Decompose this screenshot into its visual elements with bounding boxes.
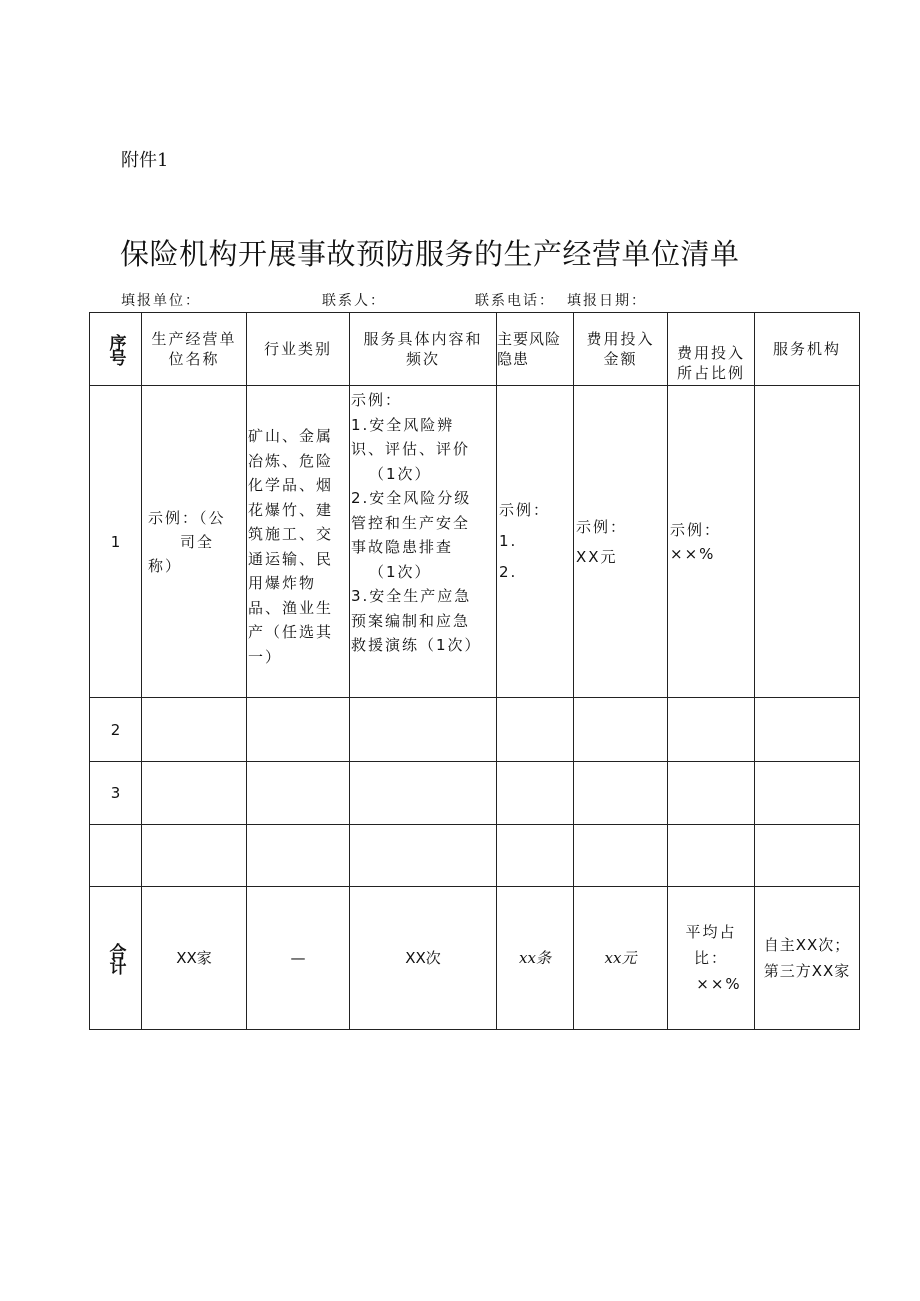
total-ratio: 平均占 比： ××% (668, 887, 755, 1030)
row3-seq: 3 (90, 762, 142, 825)
row1-risk: 示例： 1. 2. (497, 386, 574, 698)
row1-unit: 示例：（公 司全 称） (142, 386, 247, 698)
table-row (90, 386, 860, 698)
fill-unit-label: 填报单位： (121, 293, 201, 309)
table-row (90, 698, 860, 762)
total-cost: xx元 (574, 887, 668, 1030)
header-unit-name: 生产经营单 位名称 (142, 313, 247, 386)
fill-phone-label: 联系电话： (475, 293, 555, 309)
header-risk: 主要风险 隐患 (497, 313, 574, 386)
row1-service: 示例： 1.安全风险辨 识、评估、评价 （1次） 2.安全风险分级 管控和生产安全 事故隐患排查 （1次） 3.安全生产应急 预案编制和应急 救援演练（1次） (350, 386, 497, 698)
total-row (90, 887, 860, 1030)
row1-seq: 1 (90, 386, 142, 698)
header-service: 服务具体内容和 频次 (350, 313, 497, 386)
total-risk: xx条 (497, 887, 574, 1030)
table-row (90, 762, 860, 825)
total-agency: 自主XX次； 第三方XX家 (755, 887, 860, 1030)
fill-date-label: 填报日期： (567, 293, 647, 309)
header-industry: 行业类别 (247, 313, 350, 386)
table-header-row (90, 313, 860, 386)
row1-cost: 示例： XX元 (574, 386, 668, 698)
fill-contact-label: 联系人： (322, 293, 386, 309)
header-cost: 费用投入 金额 (574, 313, 668, 386)
row1-industry: 矿山、金属 冶炼、危险 化学品、烟 花爆竹、建 筑施工、交 通运输、民 用爆炸物 品、渔业生 产（任选其 一） (247, 386, 350, 698)
header-seq: 序号 (90, 313, 142, 386)
header-ratio: 费用投入 所占比例 (668, 313, 755, 386)
fill-info-row (0, 290, 920, 312)
total-unit: XX家 (142, 887, 247, 1030)
total-label: 合计 (90, 887, 142, 1030)
header-agency: 服务机构 (755, 313, 860, 386)
document-title: 保险机构开展事故预防服务的生产经营单位清单 (120, 237, 740, 271)
total-service: XX次 (350, 887, 497, 1030)
row2-seq: 2 (90, 698, 142, 762)
unit-list-table (89, 312, 860, 1030)
total-industry: — (247, 887, 350, 1030)
row1-ratio: 示例： ××% (668, 386, 755, 698)
table-row (90, 825, 860, 887)
row1-agency (755, 386, 860, 698)
attachment-label: 附件1 (121, 150, 169, 171)
